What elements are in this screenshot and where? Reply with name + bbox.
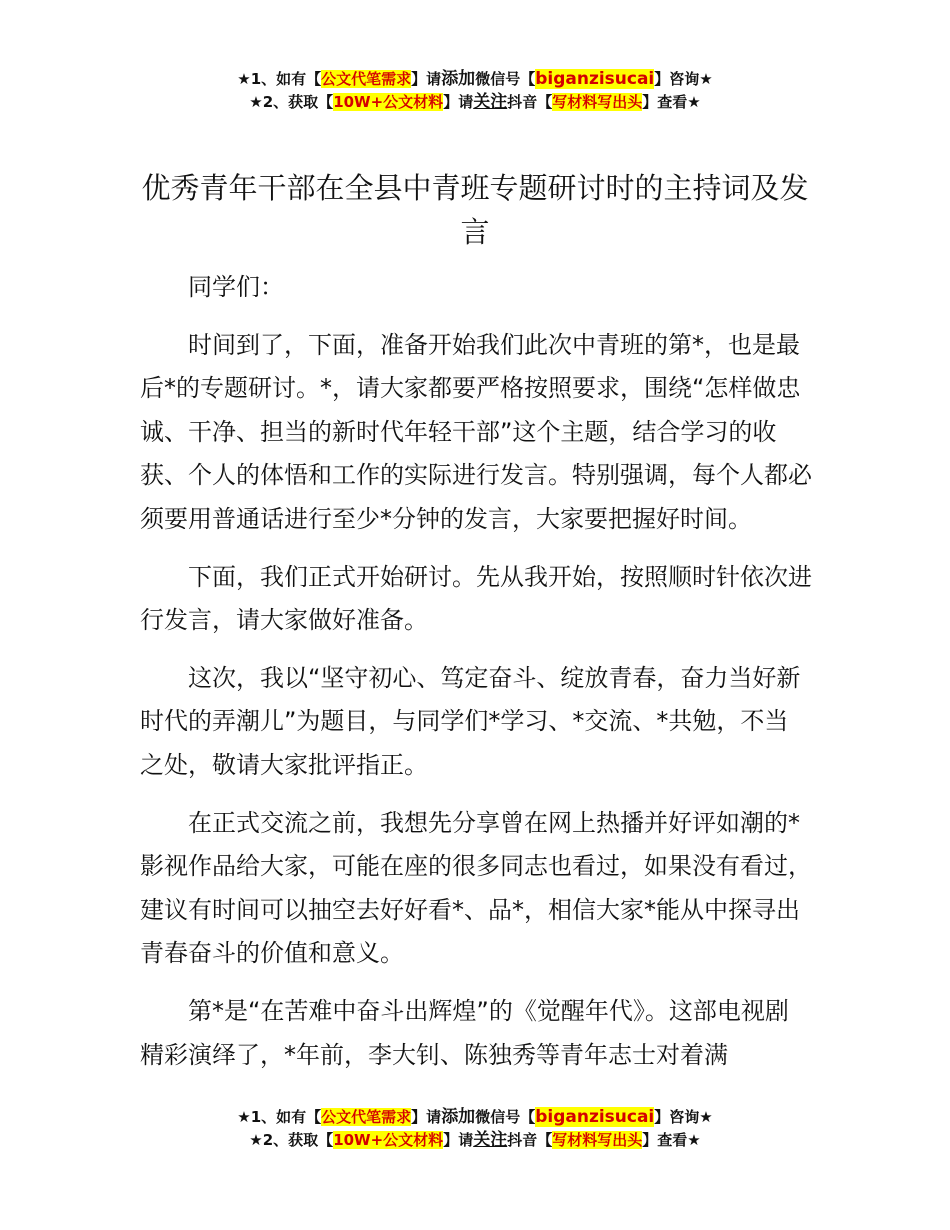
banner-wechat-id: biganzisucai: [535, 69, 655, 89]
banner-text: 添加: [441, 69, 476, 89]
banner-text: 关注: [473, 1130, 508, 1150]
banner-text: ★2、获取【: [249, 1131, 334, 1149]
banner-text: 】请: [411, 1108, 442, 1126]
banner-line-1: [0, 68, 950, 91]
document-title: 优秀青年干部在全县中青班专题研讨时的主持词及发言: [141, 171, 809, 249]
banner-highlight: 公文代笔需求: [321, 1108, 412, 1126]
paragraph: 第*是“在苦难中奋斗出辉煌”的《觉醒年代》。这部电视剧精彩演绎了，*年前，李大钊、陈独秀等青年志士对着满: [140, 996, 789, 1069]
header-banner: [0, 68, 950, 114]
banner-line-2: [0, 1129, 950, 1152]
banner-text: ★1、如有【: [237, 1108, 322, 1126]
banner-text: 抖音【: [507, 1131, 553, 1149]
banner-text: ★2、获取【: [249, 93, 334, 111]
banner-text: 抖音【: [507, 93, 553, 111]
banner-text: 添加: [441, 1107, 476, 1127]
banner-line-2: [0, 91, 950, 114]
banner-text: 关注: [473, 92, 508, 112]
paragraph: 下面，我们正式开始研讨。先从我开始，按照顺时针依次进行发言，请大家做好准备。: [140, 562, 812, 635]
banner-text: 】查看★: [642, 93, 701, 111]
banner-text: 】请: [443, 1131, 474, 1149]
banner-text: 】咨询★: [654, 1108, 713, 1126]
banner-text: 】请: [411, 70, 442, 88]
paragraph: 时间到了，下面，准备开始我们此次中青班的第*，也是最后*的专题研讨。*，请大家都要严格按照要求，围绕“怎样做忠诚、干净、担当的新时代年轻干部”这个主题，结合学习的收获、个人的体悟和工作的实际进行发言。特别强调，每个人都必须要用普通话进行至少*分钟的发言，大家要把握好时间。: [140, 330, 812, 533]
banner-text: 】查看★: [642, 1131, 701, 1149]
paragraph: 这次，我以“坚守初心、笃定奋斗、绽放青春，奋力当好新时代的弄潮儿”为题目，与同学们*学习、*交流、*共勉，不当之处，敬请大家批评指正。: [140, 663, 801, 779]
banner-wechat-id: biganzisucai: [535, 1107, 655, 1127]
banner-highlight: 公文代笔需求: [321, 70, 412, 88]
banner-text: 】请: [443, 93, 474, 111]
banner-text: 微信号【: [475, 70, 536, 88]
document-body: [140, 266, 812, 1091]
banner-text: 微信号【: [475, 1108, 536, 1126]
banner-highlight: 10W+公文材料: [333, 93, 444, 111]
banner-highlight: 写材料写出头: [552, 93, 643, 111]
banner-highlight: 10W+公文材料: [333, 1131, 444, 1149]
footer-banner: [0, 1106, 950, 1152]
banner-text: ★1、如有【: [237, 70, 322, 88]
banner-text: 】咨询★: [654, 70, 713, 88]
paragraph: 在正式交流之前，我想先分享曾在网上热播并好评如潮的*影视作品给大家，可能在座的很多同志也看过，如果没有看过，建议有时间可以抽空去好好看*、品*，相信大家*能从中探寻出青春奋斗的价值和意义。: [140, 808, 812, 968]
banner-line-1: [0, 1106, 950, 1129]
paragraph: 同学们：: [188, 273, 284, 301]
banner-highlight: 写材料写出头: [552, 1131, 643, 1149]
